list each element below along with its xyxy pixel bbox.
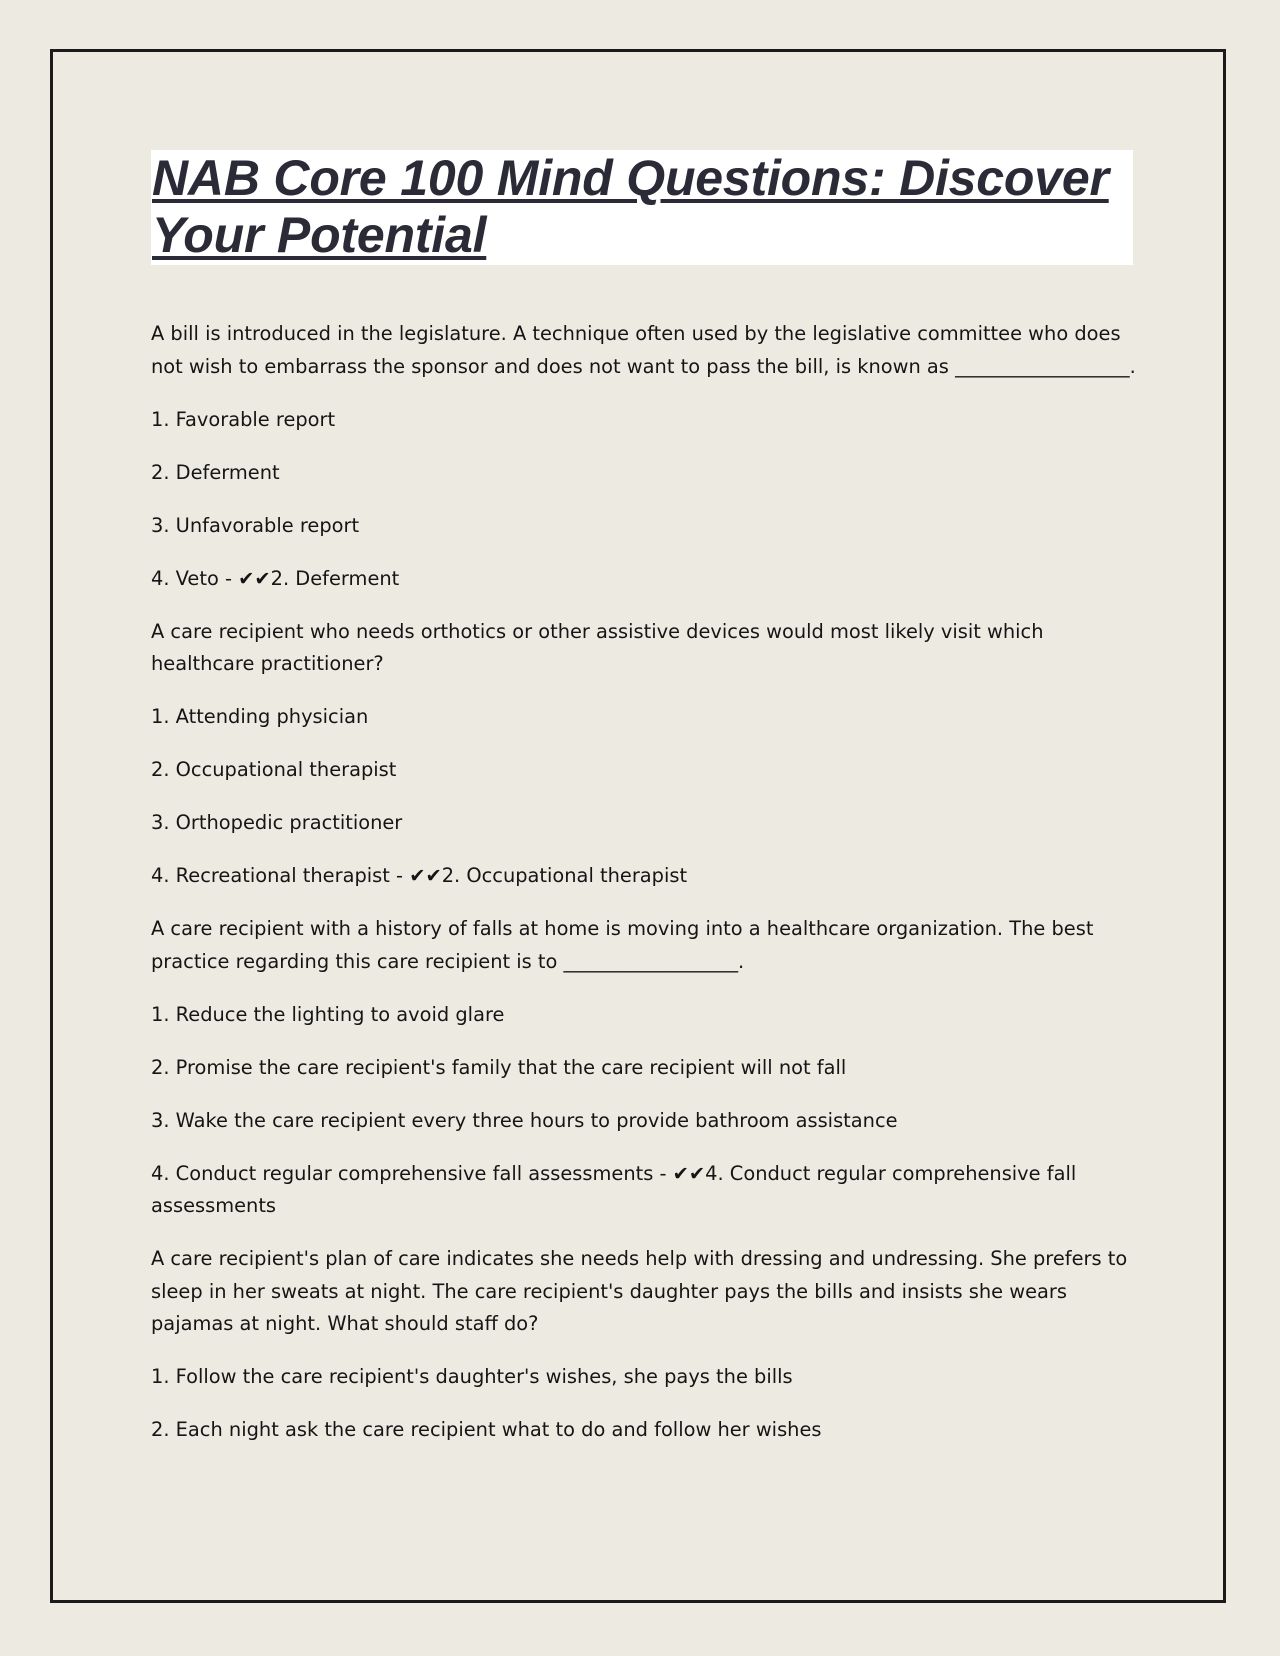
question-text: A care recipient who needs orthotics or other assistive devices would most likely visit which healthcare practitioner? <box>151 619 1044 675</box>
answer-option: 1. Favorable report <box>151 407 336 431</box>
answer-option: 2. Occupational therapist <box>151 758 397 781</box>
answer-option: 3. Orthopedic practitioner <box>151 811 403 834</box>
title-banner <box>151 150 1133 265</box>
document-title: NAB Core 100 Mind Questions: Discover Your Potential <box>152 150 1109 263</box>
answer-option-with-key: 4. Conduct regular comprehensive fall assessments - ✔✔4. Conduct regular comprehensive fall assessments <box>151 1161 1077 1217</box>
answer-option-with-key: 4. Recreational therapist - ✔✔2. Occupational therapist <box>151 864 688 887</box>
question-text: A bill is introduced in the legislature. A technique often used by the legislative committee who does not wish to embarrass the sponsor and does not want to pass the bill, is known as __________________. <box>151 322 1136 378</box>
answer-option-with-key: 4. Veto - ✔✔2. Deferment <box>151 566 400 590</box>
answer-option: 2. Each night ask the care recipient what to do and follow her wishes <box>151 1418 822 1441</box>
answer-option: 1. Attending physician <box>151 705 369 728</box>
question-text: A care recipient with a history of falls at home is moving into a healthcare organization. The best practice regarding this care recipient is to __________________. <box>151 917 1094 973</box>
answer-option: 3. Wake the care recipient every three hours to provide bathroom assistance <box>151 1108 898 1132</box>
answer-option: 2. Deferment <box>151 460 280 484</box>
answer-option: 1. Reduce the lighting to avoid glare <box>151 1002 505 1026</box>
answer-option: 2. Promise the care recipient's family that the care recipient will not fall <box>151 1055 847 1079</box>
question-text: A care recipient's plan of care indicates she needs help with dressing and undressing. She prefers to sleep in her sweats at night. The care recipient's daughter pays the bills and insists she wears pajamas at night. What should staff do? <box>151 1247 1128 1335</box>
answer-option: 3. Unfavorable report <box>151 513 360 537</box>
question-content <box>151 318 1141 1467</box>
answer-option: 1. Follow the care recipient's daughter's wishes, she pays the bills <box>151 1365 793 1388</box>
